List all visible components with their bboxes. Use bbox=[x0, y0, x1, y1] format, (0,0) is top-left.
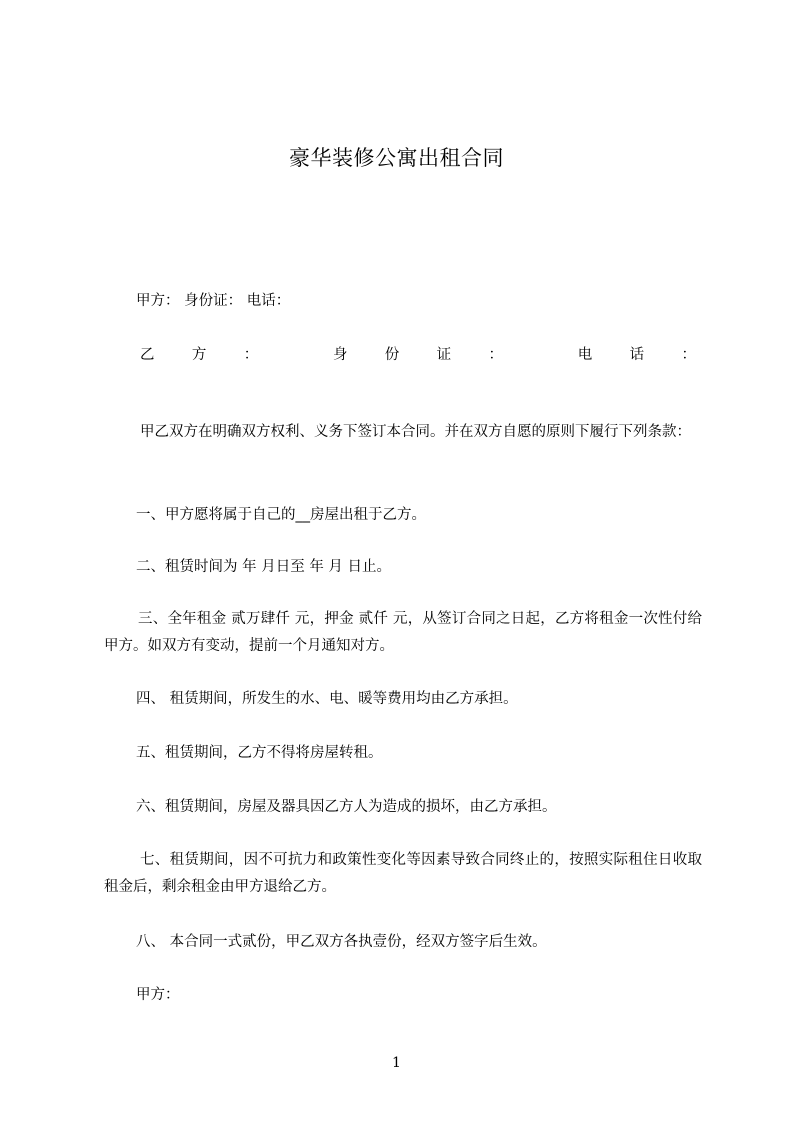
intro-paragraph: 甲乙双方在明确双方权利、义务下签订本合同。并在双方自愿的原则下履行下列条款： bbox=[140, 424, 691, 440]
clause-7: 七、租赁期间，因不可抗力和政策性变化等因素导致合同终止的，按照实际租住日收取租金后，剩余租金由甲方退给乙方。 bbox=[104, 852, 702, 895]
clause-6: 六、租赁期间，房屋及器具因乙方人为造成的损坏，由乙方承担。 bbox=[136, 799, 557, 815]
clause-8: 八、 本合同一式贰份，甲乙双方各执壹份，经双方签字后生效。 bbox=[136, 934, 547, 950]
party-b-char: 证 bbox=[436, 347, 452, 363]
clause-4: 四、 租赁期间，所发生的水、电、暖等费用均由乙方承担。 bbox=[136, 691, 518, 707]
clause-3: 三、全年租金 贰万肆仟 元，押金 贰仟 元，从签订合同之日起，乙方将租金一次性付给甲方。如双方有变动，提前一个月通知对方。 bbox=[104, 611, 702, 654]
clause-1: 一、甲方愿将属于自己的__房屋出租于乙方。 bbox=[136, 507, 426, 523]
party-b-char: 乙 bbox=[140, 347, 155, 363]
page-number: 1 bbox=[392, 1055, 401, 1071]
party-b-char: ： bbox=[243, 347, 259, 363]
signature-party-a: 甲方： bbox=[136, 987, 180, 1003]
party-b-char: 话 bbox=[629, 347, 645, 363]
document-title: 豪华装修公寓出租合同 bbox=[289, 146, 504, 170]
party-a-line: 甲方： 身份证： 电话： bbox=[136, 293, 291, 309]
clause-5: 五、租赁期间，乙方不得将房屋转租。 bbox=[136, 745, 383, 761]
party-b-char: 身 bbox=[332, 347, 348, 363]
party-b-line bbox=[140, 342, 696, 368]
clause-2: 二、租赁时间为 年 月日至 年 月 日止。 bbox=[136, 559, 392, 575]
party-b-char: 电 bbox=[577, 347, 593, 363]
party-b-char: 方 bbox=[191, 347, 207, 363]
party-b-char: 份 bbox=[384, 347, 400, 363]
party-b-char: ： bbox=[681, 347, 696, 363]
party-b-char: ： bbox=[488, 347, 504, 363]
